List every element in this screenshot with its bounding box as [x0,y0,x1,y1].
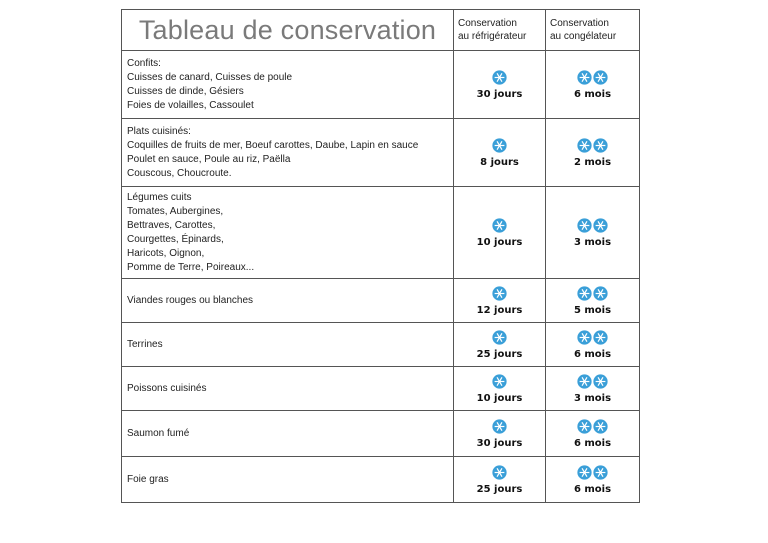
freezer-duration: 5 mois [573,304,612,316]
food-line: Terrines [127,338,163,350]
fridge-cell [454,187,546,279]
food-cell [122,323,454,367]
freezer-duration: 6 mois [573,88,612,100]
snowflake-group [546,330,639,346]
snowflake-group [454,218,545,234]
food-cell [122,411,454,457]
food-line: Couscous, Choucroute. [127,167,232,179]
food-line: Haricots, Oignon, [127,247,205,259]
table-row [122,411,640,457]
food-cell [122,51,454,119]
table-row [122,279,640,323]
food-line: Viandes rouges ou blanches [127,294,254,306]
snowflake-group [546,218,639,234]
freezer-duration: 3 mois [573,392,612,404]
fridge-cell [454,411,546,457]
freezer-cell [546,411,640,457]
fridge-duration: 8 jours [480,156,519,168]
snowflake-group [546,419,639,435]
table-title: Tableau de conservation [138,14,437,45]
food-cell [122,187,454,279]
snowflake-icon [577,70,592,85]
food-line: Saumon fumé [127,427,190,439]
snowflake-icon [593,138,608,153]
fridge-duration: 25 jours [476,483,523,495]
snowflake-icon [593,374,608,389]
snowflake-icon [593,218,608,233]
fridge-cell [454,367,546,411]
snowflake-icon [492,419,507,434]
fridge-cell [454,279,546,323]
food-line: Foies de volailles, Cassoulet [127,99,254,111]
title-cell [122,10,454,51]
freezer-header-line: au congélateur [550,31,617,42]
freezer-cell [546,279,640,323]
freezer-cell [546,187,640,279]
snowflake-icon [577,465,592,480]
fridge-duration: 12 jours [476,304,523,316]
snowflake-group [546,70,639,86]
snowflake-group [546,374,639,390]
snowflake-group [454,465,545,481]
snowflake-icon [593,330,608,345]
freezer-duration: 2 mois [573,156,612,168]
table-row [122,457,640,503]
snowflake-group [546,465,639,481]
snowflake-icon [577,286,592,301]
snowflake-group [454,419,545,435]
freezer-cell [546,323,640,367]
snowflake-icon [492,138,507,153]
snowflake-group [454,330,545,346]
snowflake-group [454,138,545,154]
fridge-header-line: au réfrigérateur [458,31,527,42]
food-line: Cuisses de dinde, Gésiers [127,85,244,97]
food-line: Foie gras [127,473,169,485]
food-line: Pomme de Terre, Poireaux... [127,261,255,273]
fridge-duration: 30 jours [476,88,523,100]
food-line: Légumes cuits [127,191,192,203]
table-row [122,367,640,411]
food-line: Confits: [127,57,161,69]
header-row [122,10,640,51]
fridge-header-line: Conservation [458,18,517,29]
freezer-duration: 3 mois [573,236,612,248]
snowflake-group [546,286,639,302]
fridge-duration: 10 jours [476,236,523,248]
freezer-duration: 6 mois [573,437,612,449]
snowflake-icon [577,374,592,389]
food-line: Cuisses de canard, Cuisses de poule [127,71,293,83]
freezer-duration: 6 mois [573,483,612,495]
table-row [122,323,640,367]
fridge-duration: 30 jours [476,437,523,449]
food-cell [122,457,454,503]
food-line: Tomates, Aubergines, [127,205,224,217]
snowflake-icon [492,286,507,301]
snowflake-icon [492,218,507,233]
food-line: Plats cuisinés: [127,125,191,137]
snowflake-group [546,138,639,154]
snowflake-icon [492,374,507,389]
food-line: Poulet en sauce, Poule au riz, Paëlla [127,153,291,165]
snowflake-group [454,374,545,390]
freezer-cell [546,51,640,119]
snowflake-icon [593,70,608,85]
food-cell [122,279,454,323]
snowflake-icon [492,330,507,345]
freezer-cell [546,119,640,187]
fridge-header [454,10,546,51]
snowflake-group [454,70,545,86]
snowflake-icon [492,70,507,85]
snowflake-icon [593,465,608,480]
snowflake-icon [593,419,608,434]
snowflake-group [454,286,545,302]
table-row [122,187,640,279]
snowflake-icon [577,218,592,233]
snowflake-icon [492,465,507,480]
snowflake-icon [577,419,592,434]
freezer-duration: 6 mois [573,348,612,360]
fridge-cell [454,51,546,119]
food-line: Poissons cuisinés [127,382,207,394]
food-cell [122,367,454,411]
freezer-header [546,10,640,51]
conservation-table [121,9,640,503]
table-row [122,119,640,187]
fridge-cell [454,119,546,187]
fridge-cell [454,457,546,503]
food-line: Bettraves, Carottes, [127,219,216,231]
fridge-cell [454,323,546,367]
freezer-cell [546,367,640,411]
snowflake-icon [577,330,592,345]
food-cell [122,119,454,187]
freezer-header-line: Conservation [550,18,609,29]
food-line: Coquilles de fruits de mer, Boeuf carottes, Daube, Lapin en sauce [127,139,419,151]
snowflake-icon [577,138,592,153]
freezer-cell [546,457,640,503]
snowflake-icon [593,286,608,301]
food-line: Courgettes, Épinards, [127,233,224,245]
fridge-duration: 10 jours [476,392,523,404]
table-row [122,51,640,119]
fridge-duration: 25 jours [476,348,523,360]
